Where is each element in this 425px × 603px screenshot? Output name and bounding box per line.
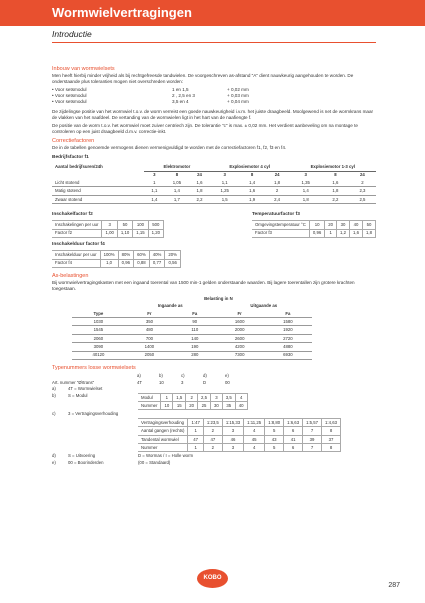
table-row bbox=[52, 229, 163, 237]
section-heading-type: Typenummers losse wormwielsets bbox=[52, 364, 136, 371]
section-heading-inbouw: Inbouw van wormwielsets bbox=[52, 66, 115, 72]
table-cell: 1:47 bbox=[188, 419, 203, 427]
table-cell: 40 bbox=[350, 221, 363, 229]
table-row bbox=[138, 393, 247, 401]
table-row bbox=[138, 427, 341, 435]
table-cell: 1920 bbox=[264, 326, 312, 334]
table-row bbox=[138, 402, 247, 410]
table-cell: 1,0 bbox=[100, 259, 118, 267]
table-cell: 1,4 bbox=[240, 179, 265, 187]
table-cell: 1,4 bbox=[290, 187, 322, 195]
table-row bbox=[138, 419, 341, 427]
table-row bbox=[72, 326, 312, 334]
tolerance-list bbox=[52, 87, 376, 105]
table-cell: 1,10 bbox=[117, 229, 132, 237]
table-cell: 1,8 bbox=[322, 187, 349, 195]
column-header: 3 bbox=[223, 172, 226, 178]
table-cell: 7 bbox=[303, 427, 322, 435]
table-cell: 1,6 bbox=[322, 179, 349, 187]
row-label: Tandental wormwiel bbox=[138, 435, 188, 443]
table-cell: 280 bbox=[174, 351, 216, 359]
table-cell: 350 bbox=[125, 318, 174, 326]
table-cell: 1,00 bbox=[102, 229, 117, 237]
table-cell: 1,2 bbox=[337, 229, 350, 237]
column-header: 8 bbox=[334, 172, 337, 178]
table-cell: 4880 bbox=[264, 343, 312, 351]
belasting-table: Belasting in N Ingaande as Uitgaande as Type Fr Fa Fr Fa 1030 350 90 1600 1580 1545 480 110 2000 1920 2060 700 140 2600 2720 3090 1400 190 4200 4880 40120 2050 280 7300 6930 bbox=[72, 295, 312, 360]
list-item: • Voor setsmodul 1 en 1,5 + 0,02 mm bbox=[52, 87, 249, 93]
row-label: 1545 bbox=[72, 326, 125, 334]
table-cell: 3 bbox=[222, 444, 243, 452]
table-cell: 1:11,25 bbox=[244, 419, 265, 427]
table-cell: 110 bbox=[174, 326, 216, 334]
table-cell: 1 bbox=[188, 427, 203, 435]
table-cell: 50 bbox=[363, 221, 376, 229]
table-cell: 1,35 bbox=[290, 179, 322, 187]
table-row bbox=[52, 259, 181, 267]
table-cell: 1 bbox=[144, 179, 165, 187]
table-row bbox=[72, 351, 312, 359]
table-cell: 140 bbox=[174, 334, 216, 342]
table-cell: 0,88 bbox=[134, 259, 150, 267]
table-cell: 41 bbox=[284, 435, 303, 443]
table-cell: 1,4 bbox=[144, 195, 165, 203]
code-label: c) bbox=[181, 373, 185, 378]
table-cell: 480 bbox=[125, 326, 174, 334]
section-heading-correctie: Correctiefactoren bbox=[52, 137, 95, 144]
table-cell: 1,8 bbox=[290, 195, 322, 203]
paragraph: De in de tabellen genoemde vermogens dienen vermenigvuldigd te worden met de correctiefactoren f1, f2, f3 en f4. bbox=[52, 145, 287, 150]
temperatuur-table bbox=[252, 220, 376, 238]
table-cell: 30 bbox=[337, 221, 350, 229]
code-value: 4T bbox=[137, 379, 143, 385]
table-cell: 1,6 bbox=[189, 179, 210, 187]
column-header: Fr bbox=[216, 310, 264, 318]
code-label: b) bbox=[159, 373, 163, 378]
table-cell: 1,7 bbox=[165, 195, 190, 203]
table-cell: 1:8,80 bbox=[265, 419, 284, 427]
table-cell: 4 bbox=[244, 427, 265, 435]
table-cell: 1,9 bbox=[240, 195, 265, 203]
table-cell: 2 bbox=[203, 444, 222, 452]
table-cell: 500 bbox=[148, 221, 163, 229]
table-cell: 2,2 bbox=[189, 195, 210, 203]
table-cell: 6 bbox=[284, 427, 303, 435]
table-cell: 1:5,57 bbox=[303, 419, 322, 427]
column-header: Fr bbox=[125, 310, 174, 318]
page-subtitle: Introductie bbox=[52, 29, 92, 39]
code-label: e) bbox=[225, 373, 229, 378]
table-cell: 700 bbox=[125, 334, 174, 342]
table-cell: 1,1 bbox=[144, 187, 165, 195]
table-cell: 7 bbox=[303, 444, 322, 452]
row-label: Vertragingsverhouding bbox=[138, 419, 188, 427]
table-cell: 1,6 bbox=[240, 187, 265, 195]
page-number: 287 bbox=[388, 582, 400, 589]
table-cell: 20 bbox=[186, 402, 198, 410]
row-label: Modul bbox=[138, 393, 161, 401]
table-cell: 1,8 bbox=[189, 187, 210, 195]
code-value: 3 bbox=[181, 379, 184, 385]
table-cell: 50 bbox=[117, 221, 132, 229]
table-cell: 10 bbox=[161, 402, 173, 410]
table-cell: 1,15 bbox=[133, 229, 148, 237]
row-label: 40120 bbox=[72, 351, 125, 359]
typenummer-legend: a) b) c) d) e) Art. nummer "Ørtrans" 4T 10 3 D 00 a) 4T = Wormwielset b) S = Modul Modul 1 1,5 2 2,5 3 3,5 4 Nummer 10 15 20 25 30 35 40 c) 3 = Vertragingsverhouding Vertragingsverhouding 1:47 1:23,5 1:15,33 1:11,25 1:8,80 1:6,63 1:5,57 1:4,63 Aantal gangen (rechts) 1 2 3 4 5 6 7 8 Tandental wormwiel 47 47 46 45 43 41 39 37 Nummer 1 2 3 4 5 6 7 8 d) S = Uitvoering D = Wormas / I = Holle worm e) 00 = Boorinderden (00 = Standaard) bbox=[52, 373, 376, 466]
table-cell: 2 bbox=[203, 427, 222, 435]
table-cell: 1,8 bbox=[363, 229, 376, 237]
code-label: d) bbox=[203, 373, 207, 378]
table-cell: 3 bbox=[102, 221, 117, 229]
table-cell: 1,05 bbox=[165, 179, 190, 187]
table-cell: 0,56 bbox=[165, 259, 181, 267]
table-cell: 1:4,63 bbox=[322, 419, 341, 427]
table-row bbox=[52, 187, 376, 195]
table-cell: 1,4 bbox=[165, 187, 190, 195]
table-cell: 5 bbox=[265, 427, 284, 435]
table-row bbox=[252, 221, 376, 229]
code-value: D bbox=[203, 379, 207, 385]
kobo-logo: KOBO bbox=[197, 569, 228, 588]
table-cell: 3 bbox=[211, 393, 223, 401]
table-cell: 8 bbox=[322, 444, 341, 452]
list-item: • Voor setsmodul 3,5 en 4 + 0,04 mm bbox=[52, 99, 249, 105]
code-value: 10 bbox=[159, 379, 164, 385]
table-cell: 39 bbox=[303, 435, 322, 443]
table-cell: 45 bbox=[244, 435, 265, 443]
table-cell: 2,2 bbox=[322, 195, 349, 203]
table-cell: 2600 bbox=[216, 334, 264, 342]
row-label: 3090 bbox=[72, 343, 125, 351]
row-label: Nummer bbox=[138, 444, 188, 452]
column-header: 24 bbox=[360, 172, 365, 178]
table-label: Inschakelduur factor f4 bbox=[52, 241, 105, 247]
table-cell: 80% bbox=[118, 251, 134, 259]
table-cell: 4 bbox=[235, 393, 247, 401]
paragraph: Bij wormwielvertragingskasten met een ingaand toerental van 1500 min-1 gelden onderstaande waarden. Bij lagere toerentallen zijn grotere krachten toegestaan. bbox=[52, 280, 355, 292]
table-cell: 3,5 bbox=[222, 393, 235, 401]
row-label: Zwaar stotend bbox=[52, 195, 144, 203]
column-header: 24 bbox=[197, 172, 202, 178]
table-cell: 1:6,63 bbox=[284, 419, 303, 427]
row-label: Nummer bbox=[138, 402, 161, 410]
table-cell: 4 bbox=[244, 444, 265, 452]
list-item: • Voor setsmodul 2 , 2,5 en 3 + 0,03 mm bbox=[52, 93, 249, 99]
table-cell: 190 bbox=[174, 343, 216, 351]
row-label: Aantal gangen (rechts) bbox=[138, 427, 188, 435]
table-cell: 2 bbox=[265, 187, 290, 195]
table-cell: 43 bbox=[265, 435, 284, 443]
table-cell: 37 bbox=[322, 435, 341, 443]
table-cell: 0,77 bbox=[149, 259, 165, 267]
table-cell: 1580 bbox=[264, 318, 312, 326]
code-label: a) bbox=[137, 373, 141, 378]
table-row bbox=[72, 343, 312, 351]
table-cell: 1:15,33 bbox=[222, 419, 243, 427]
table-cell: 2,5 bbox=[198, 393, 211, 401]
table-cell: 2 bbox=[349, 179, 376, 187]
table-cell: 20% bbox=[165, 251, 181, 259]
table-cell: 2,3 bbox=[349, 187, 376, 195]
table-cell: 47 bbox=[203, 435, 222, 443]
table-cell: 40% bbox=[149, 251, 165, 259]
table-cell: 15 bbox=[173, 402, 186, 410]
table-cell: 46 bbox=[222, 435, 243, 443]
table-cell: 0,96 bbox=[118, 259, 134, 267]
table-cell: 20 bbox=[325, 221, 337, 229]
table-cell: 1,25 bbox=[210, 187, 240, 195]
paragraph: De zijdelingse positie van het wormwiel t.o.v. de worm verreist een goede nauwkeurigheid i.v.m. het juiste draagbeeld. Moolgewend is net de wormkrans maar de vlakken van het naafdeel. De vertanding van de wormwielen ligt in het hart van de naafiengte f. bbox=[52, 108, 374, 120]
table-cell: 100% bbox=[100, 251, 118, 259]
table-cell: 1600 bbox=[216, 318, 264, 326]
table-label: Temperatuurfactor f3 bbox=[251, 212, 300, 217]
inschakelduur-table bbox=[52, 250, 181, 268]
table-cell: 6 bbox=[284, 444, 303, 452]
table-row bbox=[52, 221, 163, 229]
table-cell: 2,5 bbox=[349, 195, 376, 203]
table-cell: 2050 bbox=[125, 351, 174, 359]
table-cell: 1 bbox=[325, 229, 337, 237]
column-header: 3 bbox=[153, 172, 156, 178]
table-cell: 7300 bbox=[216, 351, 264, 359]
table-cell: 1,5 bbox=[210, 195, 240, 203]
row-label: Factor f4 bbox=[52, 259, 100, 267]
table-cell: 4200 bbox=[216, 343, 264, 351]
table-cell: 2000 bbox=[216, 326, 264, 334]
column-header: 24 bbox=[274, 172, 280, 178]
row-label: Factor f3 bbox=[252, 229, 309, 237]
table-label: Inschakelfactor f2 bbox=[52, 212, 93, 217]
paragraph: De positie van de worm t.o.v. het wormwiel moet zuiver centriech zijn. De tolerantie "c" is max. ± 0,02 mm. Het verdient aanbeveling om na montage te controleren op een juist draagbeeld d.m.v. correctie-inkt. bbox=[52, 122, 358, 134]
table-cell: 40 bbox=[235, 402, 247, 410]
table-row bbox=[138, 435, 341, 443]
table-cell: 1 bbox=[161, 393, 173, 401]
table-cell: 1,20 bbox=[148, 229, 163, 237]
table-cell: 1,1 bbox=[210, 179, 240, 187]
row-label: Inschakelduur per uur bbox=[52, 251, 100, 259]
row-label: Factor f2 bbox=[52, 229, 102, 237]
column-header: Fa bbox=[264, 310, 312, 318]
row-label: Matig stotend bbox=[52, 187, 144, 195]
table-row bbox=[138, 444, 341, 452]
table-label: Bedrijfsfactor f1 bbox=[52, 154, 89, 160]
table-cell: 1400 bbox=[125, 343, 174, 351]
table-cell: 1,8 bbox=[265, 179, 290, 187]
table-cell: 10 bbox=[309, 221, 324, 229]
table-cell: 3 bbox=[222, 427, 243, 435]
table-cell: 2 bbox=[186, 393, 198, 401]
table-cell: 100 bbox=[133, 221, 148, 229]
table-cell: 0,96 bbox=[309, 229, 324, 237]
table-cell: 8 bbox=[322, 427, 341, 435]
modul-table bbox=[138, 393, 248, 411]
column-header: Fa bbox=[174, 310, 216, 318]
table-row bbox=[52, 195, 376, 203]
paragraph: Men heeft hierbij minder vrijheid als bij rechtgefreesde tandwielen. De voorgeschreven as-afstand "A" dient nauwkeurig aangehouden te worden. De onderstaande plus toleranties mogen niet overschreden worden: bbox=[52, 73, 354, 85]
row-label: Licht stotend bbox=[52, 179, 144, 187]
table-cell: 1:23,5 bbox=[203, 419, 222, 427]
table-cell: 25 bbox=[198, 402, 211, 410]
bedrijfsfactor-table: Aantal bedrijfsuren/24h Elektromotor Explosiemotor 4 cyl Explosiemotor 1-3 cyl 3 8 24 3 8 24 3 8 24 Licht stotend 1 1,05 1,6 1,1 1,4 1,8 1,35 1,6 2 Matig stotend 1,1 1,4 1,8 1,25 1,6 2 1,4 1,8 2,3 Zwaar stotend 1,4 1,7 2,2 1,5 1,9 2,4 1,8 2,2 2,5 bbox=[52, 163, 376, 204]
table-cell: 1 bbox=[188, 444, 203, 452]
column-header: 8 bbox=[250, 172, 254, 178]
code-value: 00 bbox=[225, 379, 230, 385]
table-cell: 2720 bbox=[264, 334, 312, 342]
table-row bbox=[72, 318, 312, 326]
table-cell: 30 bbox=[211, 402, 223, 410]
column-header: 3 bbox=[304, 172, 307, 178]
table-row bbox=[52, 179, 376, 187]
inschakel-table bbox=[52, 220, 164, 238]
header-bar bbox=[0, 0, 425, 26]
table-cell: 60% bbox=[134, 251, 150, 259]
subtitle-divider bbox=[52, 42, 376, 43]
table-cell: 5 bbox=[265, 444, 284, 452]
table-cell: 6930 bbox=[264, 351, 312, 359]
table-cell: 47 bbox=[188, 435, 203, 443]
table-cell: 1,6 bbox=[350, 229, 363, 237]
table-row bbox=[52, 251, 181, 259]
column-header: 8 bbox=[175, 172, 179, 178]
table-row bbox=[72, 334, 312, 342]
page-title: Wormwielvertragingen bbox=[52, 5, 192, 20]
table-cell: 2,4 bbox=[265, 195, 290, 203]
table-row bbox=[252, 229, 376, 237]
vertraging-table bbox=[138, 418, 341, 452]
content bbox=[52, 63, 376, 467]
row-label: 2060 bbox=[72, 334, 125, 342]
row-label: Omgevingstemperatuur °C bbox=[252, 221, 309, 229]
row-label: Inschakelingen per uur bbox=[52, 221, 102, 229]
row-label: 1030 bbox=[72, 318, 125, 326]
section-heading-as: As-belastingen bbox=[52, 272, 89, 279]
table-cell: 35 bbox=[222, 402, 235, 410]
table-cell: 1,5 bbox=[173, 393, 186, 401]
table-cell: 90 bbox=[174, 318, 216, 326]
